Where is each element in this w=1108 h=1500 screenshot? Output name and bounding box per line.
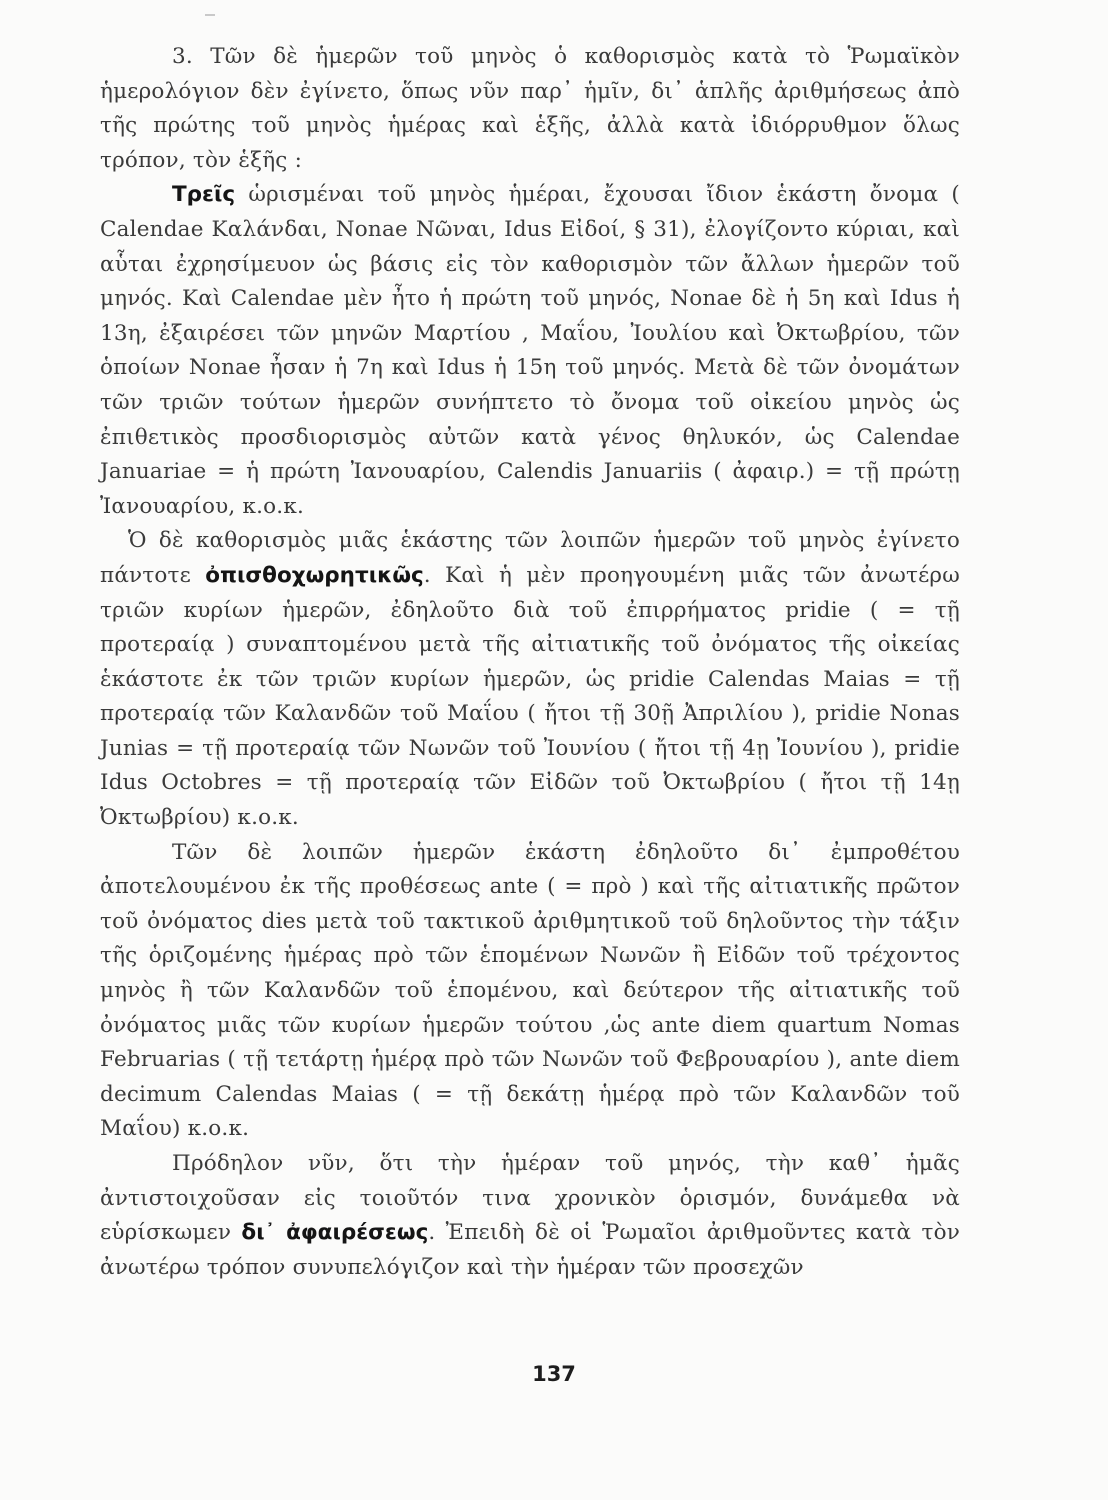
paragraph-3 <box>100 524 960 835</box>
paragraph-5-text-a: Πρόδηλον νῦν, ὅτι τὴν ἡμέραν τοῦ μηνός, τὴν καθ᾿ ἡμᾶς ἀντιστοιχοῦσαν εἰς τοιοῦτόν τινα χρονικὸν ὁρισμόν, δυνάμεθα νὰ εὑρίσκωμεν <box>100 1151 960 1246</box>
page-number: 137 <box>532 1362 576 1386</box>
paragraph-5-text-b: . Ἐπειδὴ δὲ οἱ Ῥωμαῖοι ἀριθμοῦντες κατὰ τὸν ἀνωτέρω τρόπον συνυπελόγιζον καὶ τὴν ἡμέραν τῶν προσεχῶν <box>100 1220 961 1280</box>
paragraph-4 <box>100 836 960 1147</box>
body-text <box>100 40 960 1285</box>
paragraph-2 <box>100 178 960 524</box>
bold-term-opisthochoretikos: ὀπισθοχωρητικῶς <box>205 562 424 588</box>
bold-term-di-aphaireseos: δι᾿ ἀφαιρέσεως <box>241 1220 429 1246</box>
paragraph-4-text: Τῶν δὲ λοιπῶν ἡμερῶν ἑκάστη ἐδηλοῦτο δι᾿ ἐμπροθέτου ἀποτελουμένου ἐκ τῆς προθέσεως ante ( = πρὸ ) καὶ τῆς αἰτιατικῆς πρῶτον τοῦ ὀνόματος dies μετὰ τοῦ τακτικοῦ ἀριθμητικοῦ τοῦ δηλοῦντος τὴν τάξιν τῆς ὁριζομένης ἡμέρας πρὸ τῶν ἑπομένων Νωνῶν ἢ Εἰδῶν τοῦ τρέχοντος μηνὸς ἢ τῶν Καλανδῶν τοῦ ἑπομένου, καὶ δεύτερον τῆς αἰτιατικῆς τοῦ ὀνόματος μιᾶς τῶν κυρίων ἡμερῶν τούτου ,ὡς ante diem quartum Nomas Februarias ( τῇ τετάρτῃ ἡμέρᾳ πρὸ τῶν Νωνῶν τοῦ Φεβρουαρίου ), ante diem decimum Calendas Maias ( = τῇ δεκάτῃ ἡμέρᾳ πρὸ τῶν Καλανδῶν τοῦ Μαΐου) κ.ο.κ. <box>100 839 960 1142</box>
paragraph-2-text: ὡρισμέναι τοῦ μηνὸς ἡμέραι, ἔχουσαι ἴδιον ἑκάστη ὄνομα ( Calendae Καλάνδαι, Nonae Νῶναι, Idus Εἰδοί, § 31), ἐλογίζοντο κύριαι, καὶ αὗται ἐχρησίμευον ὡς βάσις εἰς τὸν καθορισμὸν τῶν ἄλλων ἡμερῶν τοῦ μηνός. Καὶ Calendae μὲν ἦτο ἡ πρώτη τοῦ μηνός, Nonae δὲ ἡ 5η καὶ Idus ἡ 13η, ἐξαιρέσει τῶν μηνῶν Μαρτίου , Μαΐου, Ἰουλίου καὶ Ὀκτωβρίου, τῶν ὁποίων Nonae ἦσαν ἡ 7η καὶ Idus ἡ 15η τοῦ μηνός. Μετὰ δὲ τῶν ὀνομάτων τῶν τριῶν τούτων ἡμερῶν συνήπτετο τὸ ὄνομα τοῦ οἰκείου μηνὸς ὡς ἐπιθετικὸς προσδιορισμὸς αὐτῶν κατὰ γένος θηλυκόν, ὡς Calendae Januariae = ἡ πρώτη Ἰανουαρίου, Calendis Januariis ( ἀφαιρ.) = τῇ πρώτῃ Ἰανουαρίου, κ.ο.κ. <box>100 182 960 519</box>
paragraph-1 <box>100 40 960 178</box>
paragraph-1-text: 3. Τῶν δὲ ἡμερῶν τοῦ μηνὸς ὁ καθορισμὸς κατὰ τὸ Ῥωμαϊκὸν ἡμερολόγιον δὲν ἐγίνετο, ὅπως νῦν παρ᾿ ἡμῖν, δι᾿ ἁπλῆς ἀριθμήσεως ἀπὸ τῆς πρώτης τοῦ μηνὸς ἡμέρας καὶ ἑξῆς, ἀλλὰ κατὰ ἰδιόρρυθμον ὅλως τρόπον, τὸν ἑξῆς : <box>100 44 960 173</box>
paragraph-5 <box>100 1147 960 1285</box>
bold-term-treis: Τρεῖς <box>172 182 236 208</box>
scan-mark <box>205 14 215 16</box>
paragraph-3-text-a: Ὁ δὲ καθορισμὸς μιᾶς ἑκάστης τῶν λοιπῶν ἡμερῶν τοῦ μηνὸς ἐγίνετο πάντοτε <box>100 528 960 588</box>
paragraph-3-text-b: . Καὶ ἡ μὲν προηγουμένη μιᾶς τῶν ἀνωτέρω τριῶν κυρίων ἡμερῶν, ἐδηλοῦτο διὰ τοῦ ἐπιρρήματος pridie ( = τῇ προτεραίᾳ ) συναπτομένου μετὰ τῆς αἰτιατικῆς τοῦ ὀνόματος τῆς οἰκείας ἑκάστοτε ἐκ τῶν τριῶν κυρίων ἡμερῶν, ὡς pridie Calendas Maias = τῇ προτεραίᾳ τῶν Καλανδῶν τοῦ Μαΐου ( ἤτοι τῇ 30ῇ Ἀπριλίου ), pridie Nonas Junias = τῇ προτεραίᾳ τῶν Νωνῶν τοῦ Ἰουνίου ( ἤτοι τῇ 4ῃ Ἰουνίου ), pridie Idus Octobres = τῇ προτεραίᾳ τῶν Εἰδῶν τοῦ Ὀκτωβρίου ( ἤτοι τῇ 14ῃ Ὀκτωβρίου) κ.ο.κ. <box>100 562 960 831</box>
